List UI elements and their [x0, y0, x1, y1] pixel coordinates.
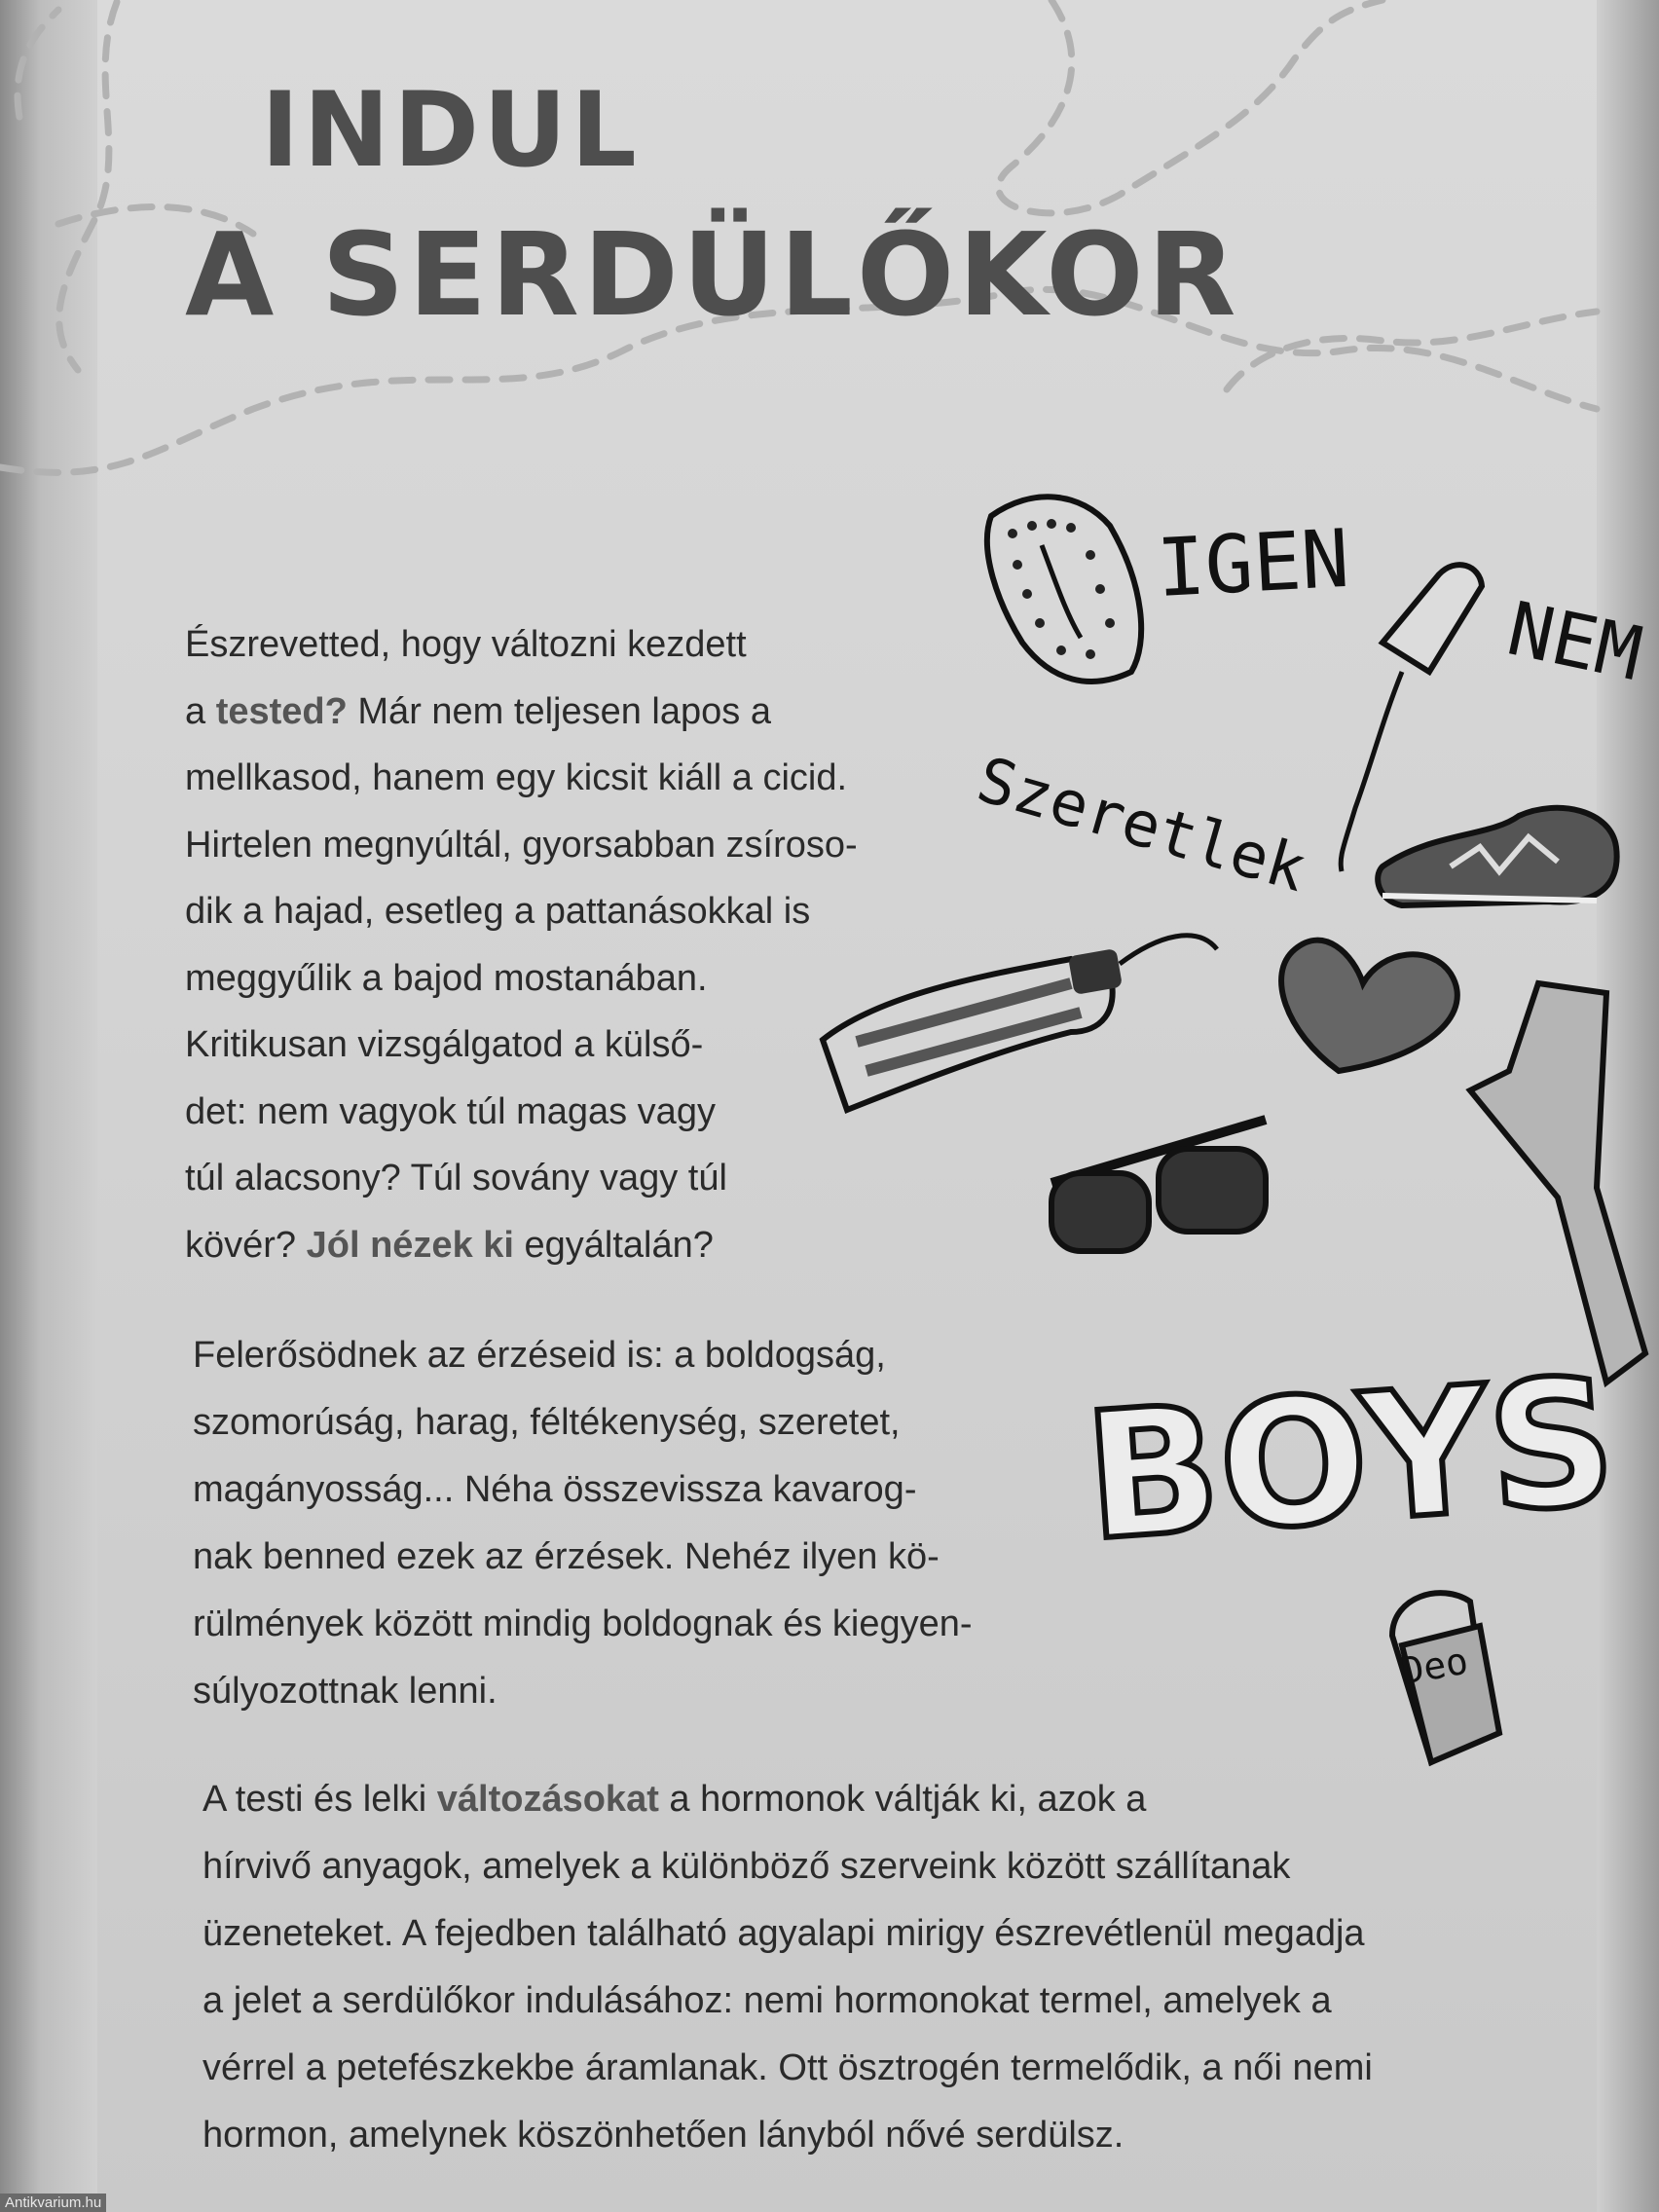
heart-icon: [1281, 940, 1457, 1071]
text-run: súlyozottnak lenni.: [193, 1671, 498, 1712]
title-line-1: INDUL: [261, 70, 641, 191]
highlighted-term: Jól nézek ki: [306, 1224, 514, 1266]
text-run: vérrel a petefészkekbe áramlanak. Ott ösztrogén termelődik, a női nemi: [203, 2047, 1373, 2088]
text-run: rülmények között mindig boldognak és kiegyen-: [193, 1604, 973, 1644]
highlighted-term: tested?: [215, 690, 348, 732]
sunglasses-icon: [1051, 1120, 1266, 1251]
nem-doodle-text: NEM: [1500, 584, 1650, 698]
text-run: A testi és lelki: [203, 1779, 437, 1820]
text-run: a jelet a serdülőkor indulásához: nemi hormonokat termel, amelyek a: [203, 1980, 1332, 2021]
text-run: a hormonok váltják ki, azok a: [658, 1779, 1147, 1820]
text-run: szomorúság, harag, féltékenység, szeretet,: [193, 1402, 901, 1443]
text-run: Már nem teljesen lapos a: [347, 690, 771, 732]
igen-doodle-text: IGEN: [1155, 512, 1352, 615]
sneaker-icon: [1378, 808, 1616, 905]
text-run: dik a hajad, esetleg a pattanásokkal is: [185, 891, 811, 932]
toothpaste-icon: [823, 936, 1217, 1110]
boys-doodle-text: BOYS: [1079, 1340, 1622, 1580]
tampon-icon: [1341, 565, 1482, 871]
watermark: Antikvarium.hu: [0, 2194, 106, 2212]
title-line-2: A SERDÜLŐKOR: [185, 207, 1240, 343]
text-run: egyáltalán?: [513, 1224, 714, 1266]
text-run: Észrevetted, hogy változni kezdett: [185, 624, 747, 665]
text-run: üzeneteket. A fejedben található agyalapi mirigy észrevétlenül megadja: [203, 1913, 1365, 1954]
lightning-bolt-icon: [1470, 983, 1645, 1382]
text-run: nak benned ezek az érzések. Nehéz ilyen kö-: [193, 1536, 940, 1577]
text-run: Hirtelen megnyúltál, gyorsabban zsíroso-: [185, 824, 858, 866]
text-run: Felerősödnek az érzéseid is: a boldogság,: [193, 1335, 886, 1376]
text-run: mellkasod, hanem egy kicsit kiáll a cicid.: [185, 757, 848, 798]
text-run: kövér?: [185, 1224, 307, 1266]
text-run: Kritikusan vizsgálgatod a külső-: [185, 1024, 704, 1065]
szeretlek-doodle-text: Szeretlek: [969, 744, 1314, 906]
highlighted-term: változásokat: [436, 1779, 659, 1820]
deo-doodle-text: Deo: [1397, 1639, 1472, 1693]
text-run: túl alacsony? Túl sovány vagy túl: [185, 1158, 727, 1198]
text-run: meggyűlik a bajod mostanában.: [185, 957, 708, 999]
pill-pack-icon: [987, 497, 1141, 682]
text-run: hírvivő anyagok, amelyek a különböző szerveink között szállítanak: [203, 1846, 1291, 1887]
text-run: magányosság... Néha összevissza kavarog-: [193, 1469, 917, 1510]
text-run: det: nem vagyok túl magas vagy: [185, 1090, 716, 1132]
text-run: hormon, amelynek köszönhetően lányból nővé serdülsz.: [203, 2115, 1124, 2156]
text-run: a: [185, 690, 216, 732]
